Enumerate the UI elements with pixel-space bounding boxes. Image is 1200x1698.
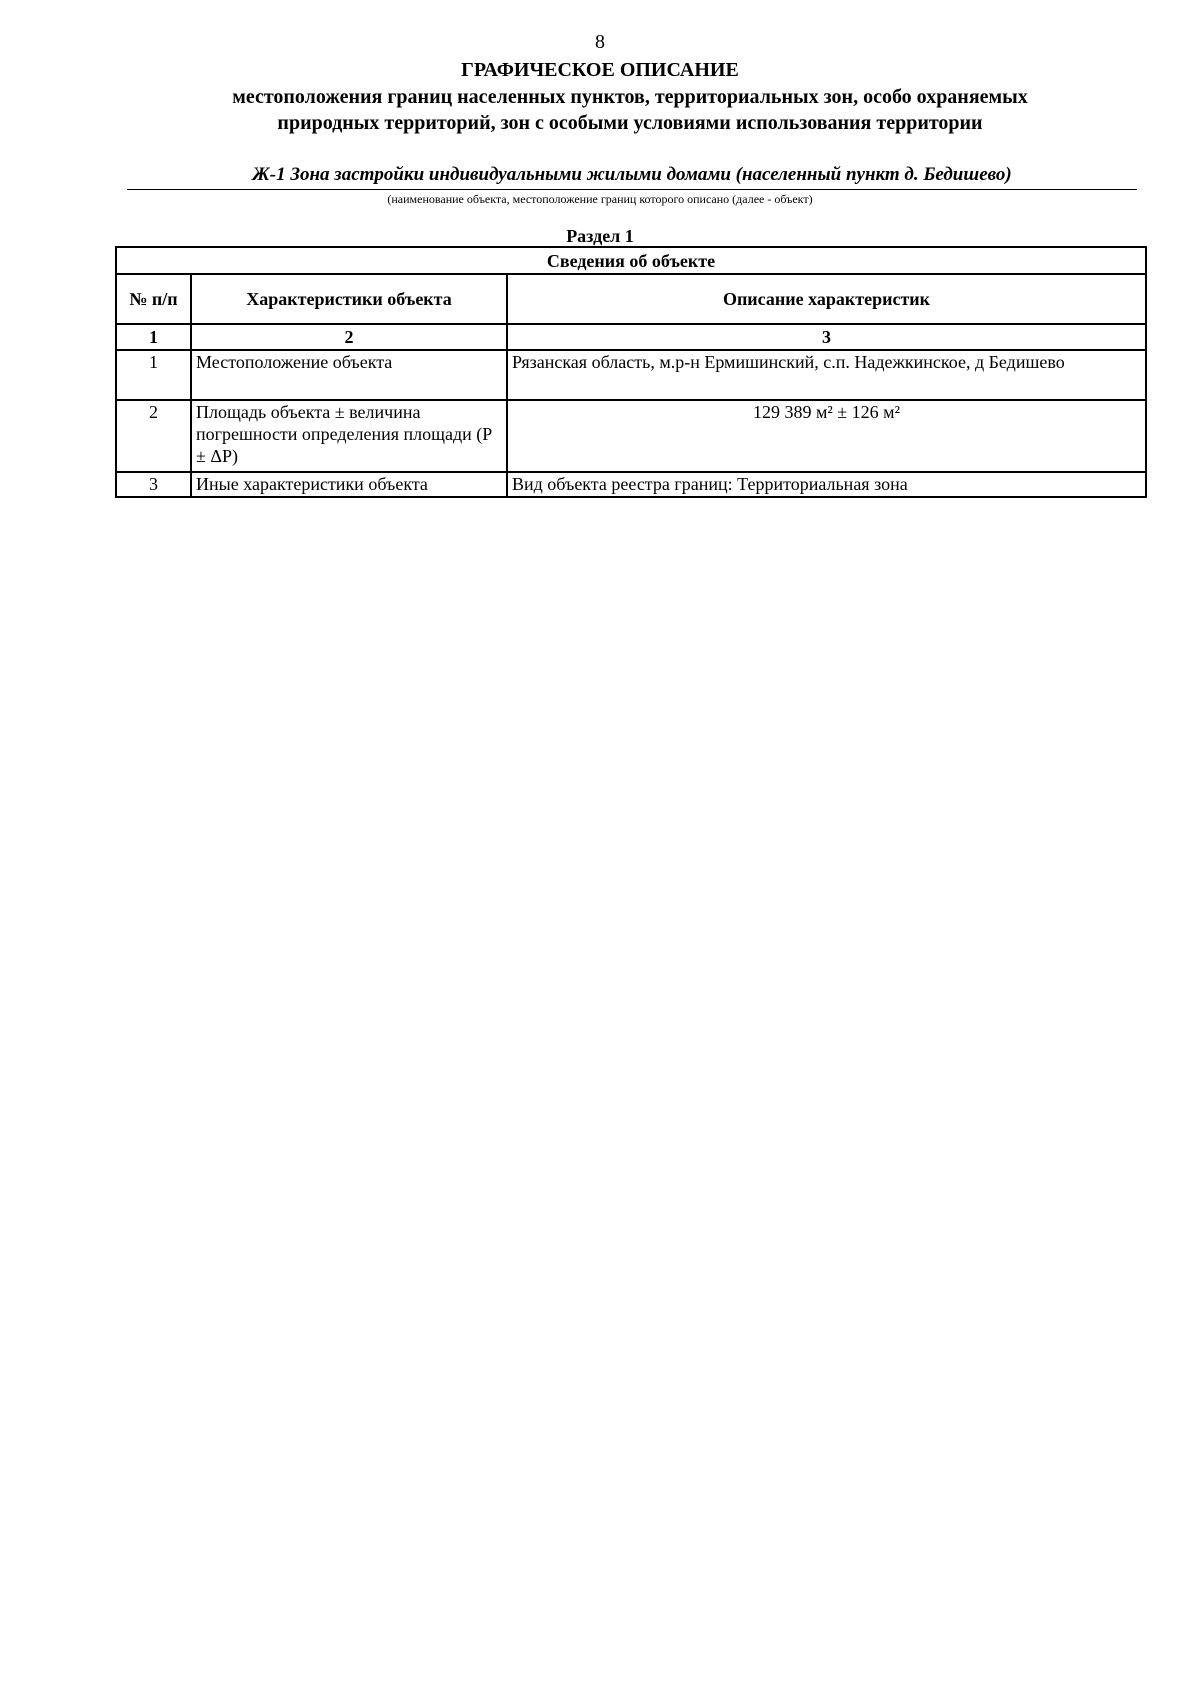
table-row <box>116 400 1146 472</box>
object-name-underline <box>127 189 1137 190</box>
table-title-row <box>116 247 1146 274</box>
table-row <box>116 350 1146 400</box>
document-subtitle: местоположения границ населенных пунктов, территориальных зон, особо охраняемых природных территорий, зон с особыми условиями использования территории <box>232 86 1028 134</box>
table-row <box>116 472 1146 497</box>
row-num: 1 <box>116 350 191 400</box>
row-description: 129 389 м² ± 126 м² <box>507 400 1146 472</box>
row-description: Вид объекта реестра границ: Территориальная зона <box>507 472 1146 497</box>
row-characteristic: Площадь объекта ± величина погрешности определения площади (P ± ΔP) <box>191 400 507 472</box>
page-number: 8 <box>595 31 605 53</box>
row-num: 2 <box>116 400 191 472</box>
column-number: 1 <box>116 324 191 350</box>
column-number: 3 <box>507 324 1146 350</box>
table-title: Сведения об объекте <box>116 247 1146 274</box>
table-header-row <box>116 274 1146 324</box>
document-title: ГРАФИЧЕСКОЕ ОПИСАНИЕ <box>461 59 739 81</box>
header-characteristic: Характеристики объекта <box>191 274 507 324</box>
header-num: № п/п <box>116 274 191 324</box>
row-description: Рязанская область, м.р-н Ермишинский, с.п. Надежкинское, д Бедишево <box>507 350 1146 400</box>
column-number-row <box>116 324 1146 350</box>
row-characteristic: Местоположение объекта <box>191 350 507 400</box>
object-caption: (наименование объекта, местоположение границ которого описано (далее - объект) <box>387 192 813 206</box>
header-description: Описание характеристик <box>507 274 1146 324</box>
section-title: Раздел 1 <box>566 226 634 246</box>
object-info-table <box>115 246 1147 498</box>
row-num: 3 <box>116 472 191 497</box>
column-number: 2 <box>191 324 507 350</box>
row-characteristic: Иные характеристики объекта <box>191 472 507 497</box>
object-name: Ж-1 Зона застройки индивидуальными жилыми домами (населенный пункт д. Бедишево) <box>252 164 1012 185</box>
